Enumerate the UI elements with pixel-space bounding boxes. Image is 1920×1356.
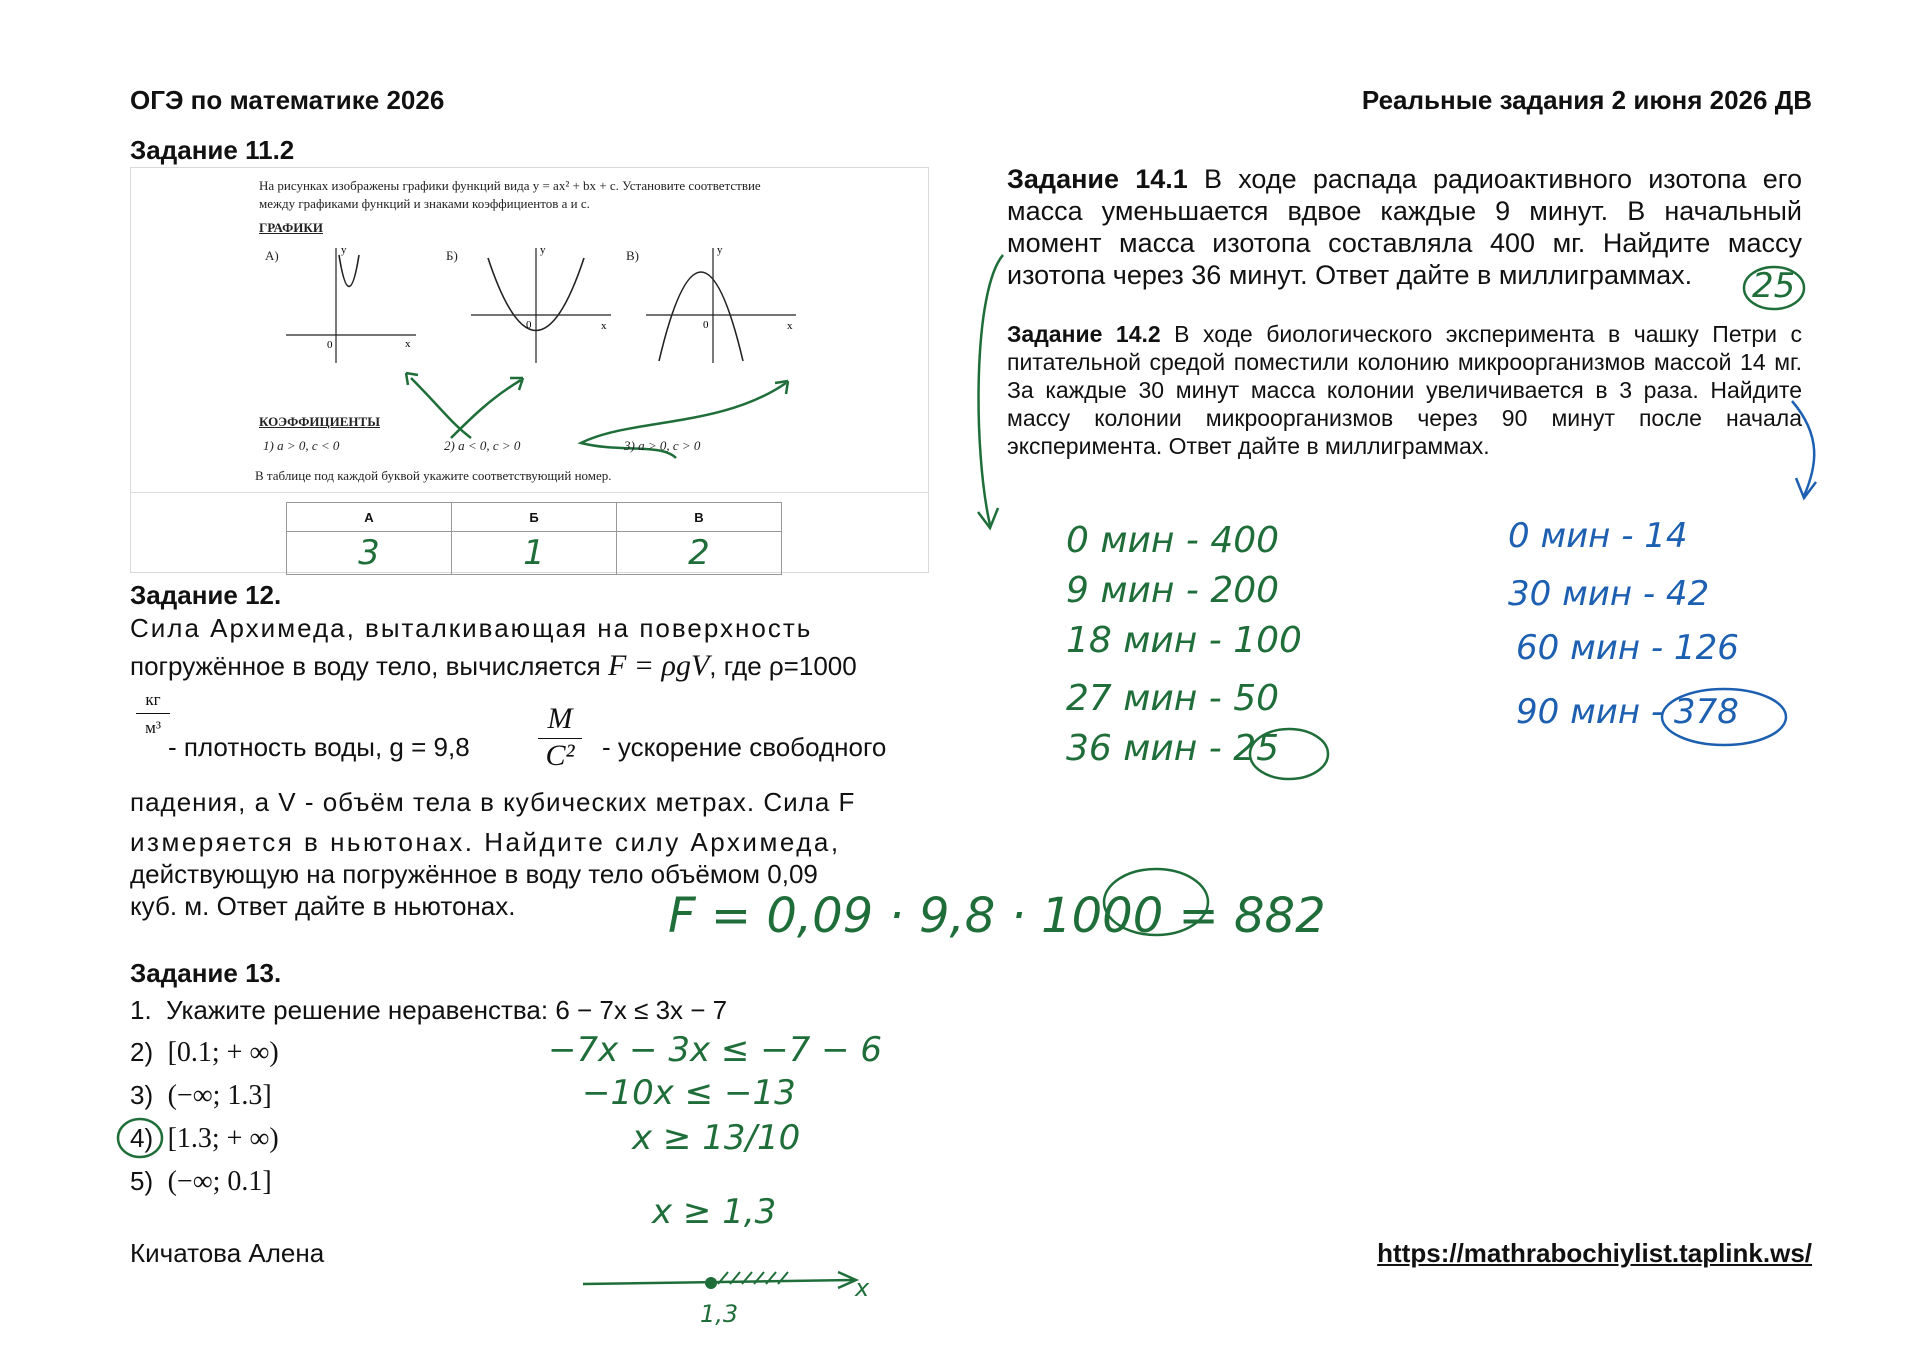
graph-b xyxy=(466,243,616,368)
answer-cell-c: 2 xyxy=(617,532,782,575)
density-unit xyxy=(136,690,170,738)
task-12-line1: Сила Архимеда, выталкивающая на поверхность xyxy=(130,613,813,643)
task-13-item-3-text: (−∞; 1.3] xyxy=(167,1080,272,1111)
task-13-item-3 xyxy=(130,1079,272,1112)
graph-a-zero: 0 xyxy=(327,339,333,351)
task-11-intro-line1: На рисунках изображены графики функций вида y = ax² + bx + c. Установите соответствие xyxy=(259,178,761,193)
option-3: 3) a > 0, c > 0 xyxy=(624,438,701,453)
task-14-1-title: Задание 14.1 xyxy=(1007,164,1188,194)
task-13-item-5 xyxy=(130,1165,272,1198)
task-13-item-1-text: Укажите решение неравенства: 6 − 7x ≤ 3x − 7 xyxy=(166,995,728,1025)
answer-cell-b: 1 xyxy=(452,532,617,575)
answer-header-c: В xyxy=(617,503,782,532)
task-13-item-2-num: 2) xyxy=(130,1037,154,1067)
option-1: 1) a > 0, c < 0 xyxy=(263,438,340,453)
graph-b-y-label: y xyxy=(540,244,546,256)
task-12-line2-a: погружённое в воду тело, вычисляется xyxy=(130,651,601,681)
task-13-item-2 xyxy=(130,1036,279,1069)
task-12-line2 xyxy=(130,650,930,682)
graph-a xyxy=(281,243,421,368)
graph-label-c: В) xyxy=(626,248,639,263)
work-14-1-line-2: 9 мин - 200 xyxy=(1066,570,1280,611)
task-12-line7: куб. м. Ответ дайте в ньютонах. xyxy=(130,891,516,921)
task-11-scanned-image xyxy=(130,167,929,573)
graph-c xyxy=(641,243,801,368)
graph-c-zero: 0 xyxy=(703,319,709,331)
chosen-answer-circle xyxy=(114,1115,166,1161)
task-13-step-4: x ≥ 1,3 xyxy=(652,1192,777,1232)
task-13-step-1: −7x − 3x ≤ −7 − 6 xyxy=(548,1030,883,1070)
work-14-1-line-5: 36 мин - 25 xyxy=(1066,728,1280,769)
work-14-1-answer-circle xyxy=(1246,724,1334,784)
taplink-link[interactable]: https://mathrabochiylist.taplink.ws/ xyxy=(1377,1238,1812,1268)
work-14-2-line-2: 30 мин - 42 xyxy=(1508,574,1710,614)
work-14-2-answer-circle xyxy=(1656,684,1792,750)
number-line-point-label: 1,3 xyxy=(700,1300,739,1328)
task-13-title: Задание 13. xyxy=(130,958,282,988)
work-14-1-line-3: 18 мин - 100 xyxy=(1066,620,1302,661)
g-unit xyxy=(538,702,582,773)
task-13-item-4-text: [1.3; + ∞) xyxy=(167,1123,279,1154)
work-14-1-line-4: 27 мин - 50 xyxy=(1066,678,1280,719)
graph-label-a: А) xyxy=(265,248,279,263)
task-13-item-2-text: [0.1; + ∞) xyxy=(167,1037,279,1068)
task-12-line5: измеряется в ньютонах. Найдите силу Архимеда, xyxy=(130,827,841,857)
option-2: 2) a < 0, c > 0 xyxy=(444,438,521,453)
graph-label-b: Б) xyxy=(446,248,458,263)
answer-header-b: Б xyxy=(452,503,617,532)
task-12-line4: падения, а V - объём тела в кубических метрах. Сила F xyxy=(130,787,856,817)
pointer-arrow-14-2 xyxy=(1782,396,1832,506)
task-12-line3-b: - ускорение свободного xyxy=(602,732,887,762)
task-14-2 xyxy=(1007,320,1802,460)
work-14-2-line-1: 0 мин - 14 xyxy=(1508,516,1688,556)
task-13-step-3: x ≥ 13/10 xyxy=(632,1118,801,1158)
author: Кичатова Алена xyxy=(130,1238,325,1268)
task-13-item-5-num: 5) xyxy=(130,1166,154,1196)
task-13-step-2: −10x ≤ −13 xyxy=(582,1073,796,1113)
answer-header-a: А xyxy=(287,503,452,532)
graph-b-x-label: x xyxy=(601,320,607,332)
header-right: Реальные задания 2 июня 2026 ДВ xyxy=(1361,85,1812,115)
task-11-title: Задание 11.2 xyxy=(130,135,295,165)
divider xyxy=(131,492,928,493)
task-14-1-text: В ходе распада радиоактивного изотопа его масса уменьшается вдвое каждые 9 минут. В начальный момент масса изотопа составляла 400 мг. Найдите массу изотопа через 36 минут. Ответ дайте в миллиграммах. xyxy=(1007,164,1802,290)
task-13-item-5-text: (−∞; 0.1] xyxy=(167,1166,272,1197)
table-note: В таблице под каждой буквой укажите соответствующий номер. xyxy=(255,468,612,483)
graphs-label: ГРАФИКИ xyxy=(259,220,323,235)
coef-label: КОЭФФИЦИЕНТЫ xyxy=(259,414,380,429)
g-unit-num: M xyxy=(538,702,582,739)
work-14-1-line-1: 0 мин - 400 xyxy=(1066,520,1280,561)
work-14-2-line-3: 60 мин - 126 xyxy=(1516,628,1739,668)
task-13-item-1-num: 1. xyxy=(130,995,152,1025)
answer-table xyxy=(286,502,782,575)
task-12-title: Задание 12. xyxy=(130,580,282,610)
graph-b-zero: 0 xyxy=(526,319,532,331)
answer-cell-a: 3 xyxy=(287,532,452,575)
density-unit-num: кг xyxy=(136,690,170,714)
task-12-handwritten-solution: F = 0,09 · 9,8 · 1000 = 882 xyxy=(668,888,1326,944)
task-14-2-title: Задание 14.2 xyxy=(1007,321,1161,347)
task-12-line2-b: , где ρ=1000 xyxy=(709,651,857,681)
graph-a-x-label: x xyxy=(405,338,411,350)
task-12-line3-a: - плотность воды, g = 9,8 xyxy=(168,732,470,762)
task-13-item-4-num: 4) xyxy=(130,1123,154,1153)
task-14-1 xyxy=(1007,163,1802,291)
task-12-line6: действующую на погружённое в воду тело объёмом 0,09 xyxy=(130,859,818,889)
task-14-1-answer: 25 xyxy=(1752,266,1796,306)
g-unit-den: C² xyxy=(545,739,575,772)
task-12-answer-circle xyxy=(1098,862,1218,942)
work-14-2-line-4: 90 мин - 378 xyxy=(1516,692,1739,732)
archimedes-formula: F = ρgV xyxy=(607,649,710,682)
task-14-1-answer-circle xyxy=(1740,262,1810,314)
task-13-item-1 xyxy=(130,994,727,1026)
graph-c-x-label: x xyxy=(787,320,793,332)
task-14-2-text: В ходе биологического эксперимента в чашку Петри с питательной средой поместили колонию микроорганизмов массой 14 мг. За каждые 30 минут масса колонии увеличивается в 3 раза. Найдите массу колонии микроорганизмов через 90 минут после начала эксперимента. Ответ дайте в миллиграммах. xyxy=(1007,321,1803,459)
header-left: ОГЭ по математике 2026 xyxy=(130,85,445,115)
density-unit-den: м³ xyxy=(145,718,161,737)
pointer-arrow-14-1 xyxy=(968,250,1028,540)
graph-c-y-label: y xyxy=(717,244,723,256)
graph-a-y-label: y xyxy=(341,244,347,256)
number-line-axis-label: x xyxy=(855,1274,870,1302)
task-11-intro-line2: между графиками функций и знаками коэффициентов a и c. xyxy=(259,196,590,211)
task-13-item-3-num: 3) xyxy=(130,1080,154,1110)
